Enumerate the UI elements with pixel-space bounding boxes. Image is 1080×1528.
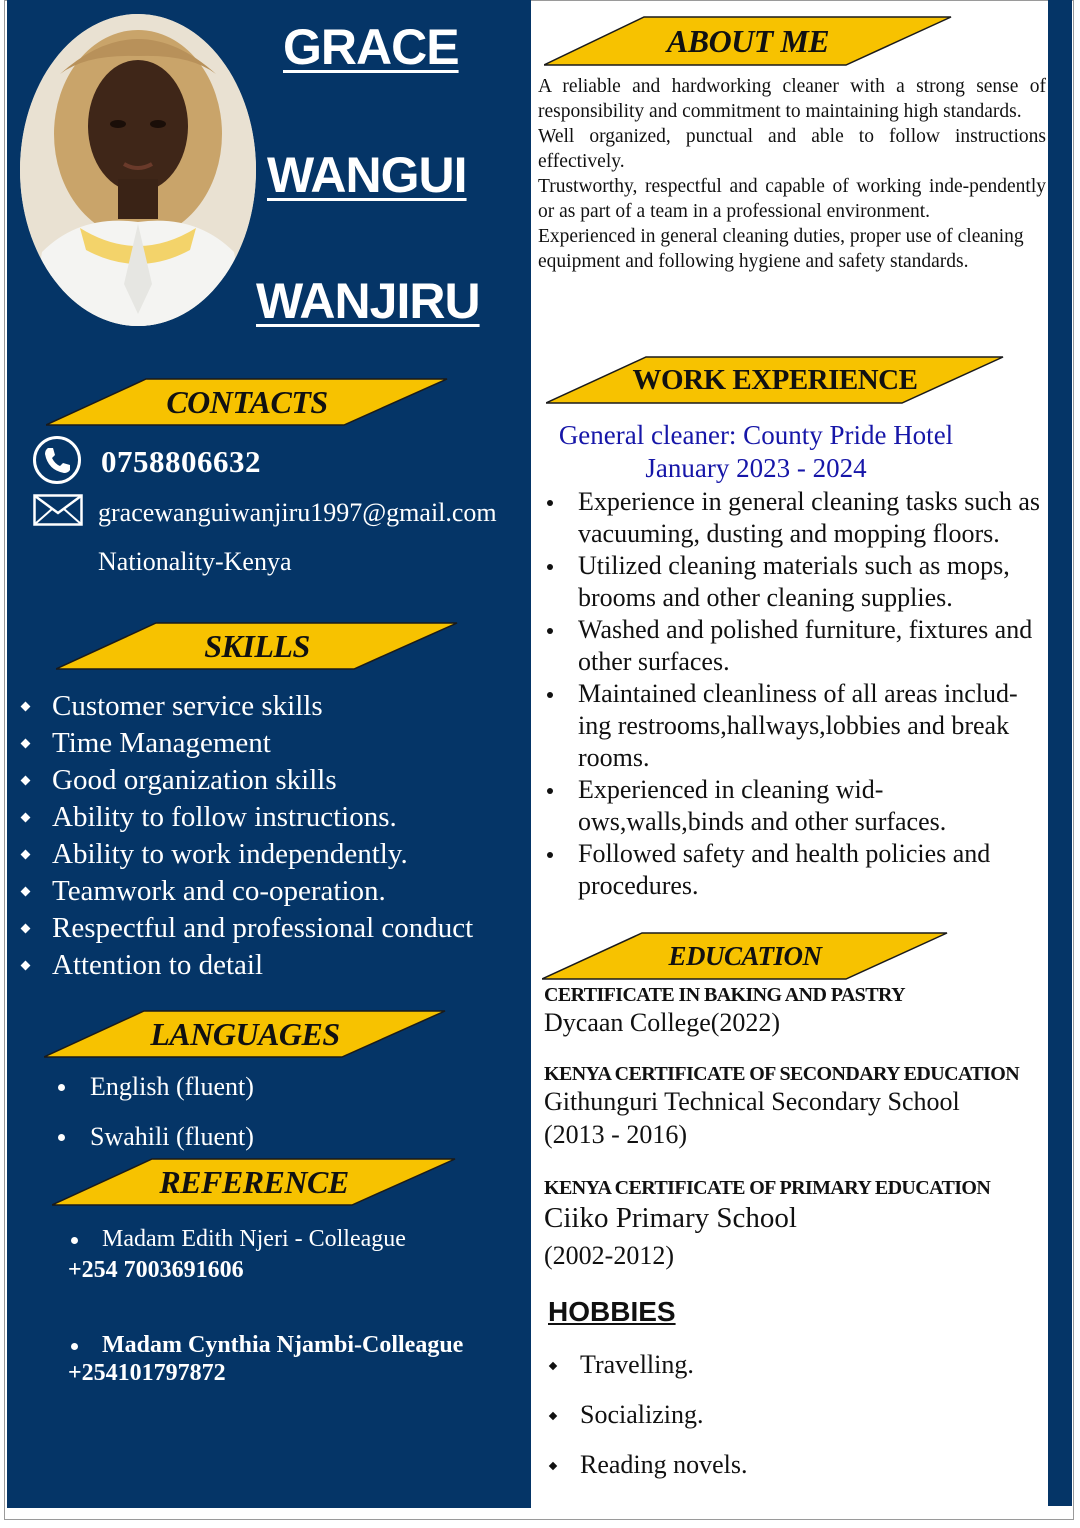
about-text: [538, 74, 1046, 274]
bullet-diamond-icon: [21, 702, 31, 712]
reference-phone[interactable]: +254101797872: [68, 1360, 226, 1386]
skill-item: Customer service skills: [18, 688, 473, 725]
bullet-dot-icon: [71, 1343, 78, 1350]
duty-item: Experienced in cleaning wid-ows,walls,binds and other surfaces.: [546, 774, 1046, 838]
education-years: (2013 - 2016): [544, 1120, 687, 1149]
profile-photo: [20, 14, 256, 326]
education-heading-banner: [542, 932, 948, 980]
bullet-diamond-icon: [549, 1462, 557, 1470]
languages-heading-banner: [44, 1010, 446, 1058]
language-item: English (fluent): [54, 1062, 254, 1112]
education-qualification: CERTIFICATE IN BAKING AND PASTRY: [544, 984, 905, 1006]
bullet-diamond-icon: [21, 961, 31, 971]
name-middle: WANGUI: [267, 147, 467, 203]
work-heading-banner: [546, 356, 1004, 404]
bullet-dot-icon: [547, 628, 553, 634]
hobby-item: Socializing.: [548, 1390, 748, 1440]
hobbies-heading: HOBBIES: [548, 1296, 676, 1327]
skill-item: Ability to work independently.: [18, 836, 473, 873]
bullet-diamond-icon: [549, 1412, 557, 1420]
skill-item: Teamwork and co-operation.: [18, 873, 473, 910]
language-item: Swahili (fluent): [54, 1112, 254, 1162]
skill-item: Attention to detail: [18, 947, 473, 984]
job-dates: January 2023 - 2024: [645, 453, 867, 483]
duty-item: Maintained cleanliness of all areas includ-ing restrooms,hallways,lobbies and break rooms.: [546, 678, 1046, 774]
bullet-dot-icon: [547, 852, 553, 858]
reference-name: Madam Cynthia Njambi-Colleague: [102, 1332, 464, 1358]
about-heading: ABOUT ME: [666, 22, 830, 59]
bullet-diamond-icon: [21, 850, 31, 860]
reference-heading-banner: [52, 1158, 456, 1206]
about-paragraph: Experienced in general cleaning duties, proper use of cleaning equipment and following hygiene and safety standards.: [538, 226, 1024, 272]
work-duties-list: [546, 486, 1046, 902]
job-title-block: [540, 419, 972, 485]
education-school: Githunguri Technical Secondary School: [544, 1087, 960, 1116]
duty-item: Utilized cleaning materials such as mops, brooms and other cleaning supplies.: [546, 550, 1046, 614]
right-edge-stripe: [1048, 0, 1072, 1506]
about-heading-banner: [544, 16, 952, 66]
hobby-item: Travelling.: [548, 1340, 748, 1390]
skill-item: Good organization skills: [18, 762, 473, 799]
bullet-diamond-icon: [21, 924, 31, 934]
bullet-dot-icon: [547, 500, 553, 506]
contacts-heading-banner: [46, 378, 448, 426]
duty-item: Experience in general cleaning tasks such as vacuuming, dusting and mopping floors.: [546, 486, 1046, 550]
skill-item: Time Management: [18, 725, 473, 762]
languages-heading: LANGUAGES: [150, 1015, 340, 1052]
name-last: WANJIRU: [256, 273, 480, 329]
bullet-diamond-icon: [549, 1362, 557, 1370]
skills-heading-banner: [56, 622, 458, 670]
job-title: General cleaner: County Pride Hotel: [558, 420, 954, 450]
bullet-dot-icon: [58, 1084, 65, 1091]
mail-icon: [33, 494, 83, 531]
bullet-dot-icon: [547, 788, 553, 794]
duty-item: Washed and polished furniture, fixtures and other surfaces.: [546, 614, 1046, 678]
about-paragraph: Trustworthy, respectful and capable of working inde-pendently or as part of a team in a professional environment.: [538, 176, 1046, 222]
education-qualification: KENYA CERTIFICATE OF PRIMARY EDUCATION: [544, 1177, 991, 1199]
phone-number[interactable]: 0758806632: [101, 444, 261, 479]
email-address[interactable]: gracewanguiwanjiru1997@gmail.com: [98, 498, 497, 527]
education-school: Ciiko Primary School: [544, 1202, 797, 1234]
hobbies-list: [548, 1340, 748, 1490]
hobby-item: Reading novels.: [548, 1440, 748, 1490]
bullet-diamond-icon: [21, 776, 31, 786]
about-paragraph: A reliable and hardworking cleaner with a strong sense of responsibility and commitment to maintaining high standards.: [538, 76, 1046, 122]
reference-heading: REFERENCE: [159, 1163, 349, 1200]
skill-item: Ability to follow instructions.: [18, 799, 473, 836]
nationality: Nationality-Kenya: [98, 547, 292, 576]
bullet-dot-icon: [58, 1134, 65, 1141]
name-first: GRACE: [283, 19, 459, 75]
reference-phone[interactable]: +254 7003691606: [68, 1257, 244, 1283]
education-qualification: KENYA CERTIFICATE OF SECONDARY EDUCATION: [544, 1063, 1020, 1085]
education-years: (2002-2012): [544, 1241, 674, 1270]
education-heading: EDUCATION: [668, 940, 822, 971]
bullet-diamond-icon: [21, 887, 31, 897]
skill-item: Respectful and professional conduct: [18, 910, 473, 947]
education-school: Dycaan College(2022): [544, 1008, 781, 1037]
duty-item: Followed safety and health policies and procedures.: [546, 838, 1046, 902]
contacts-heading: CONTACTS: [166, 383, 328, 420]
languages-list: [54, 1062, 254, 1162]
phone-icon: [32, 435, 82, 490]
bullet-diamond-icon: [21, 739, 31, 749]
work-heading: WORK EXPERIENCE: [632, 363, 918, 396]
bullet-dot-icon: [547, 564, 553, 570]
skills-list: [18, 688, 473, 984]
bullet-diamond-icon: [21, 813, 31, 823]
skills-heading: SKILLS: [204, 627, 310, 664]
bullet-dot-icon: [71, 1237, 78, 1244]
about-paragraph: Well organized, punctual and able to follow instructions effectively.: [538, 126, 1046, 172]
reference-name: Madam Edith Njeri - Colleague: [102, 1226, 406, 1252]
bullet-dot-icon: [547, 692, 553, 698]
